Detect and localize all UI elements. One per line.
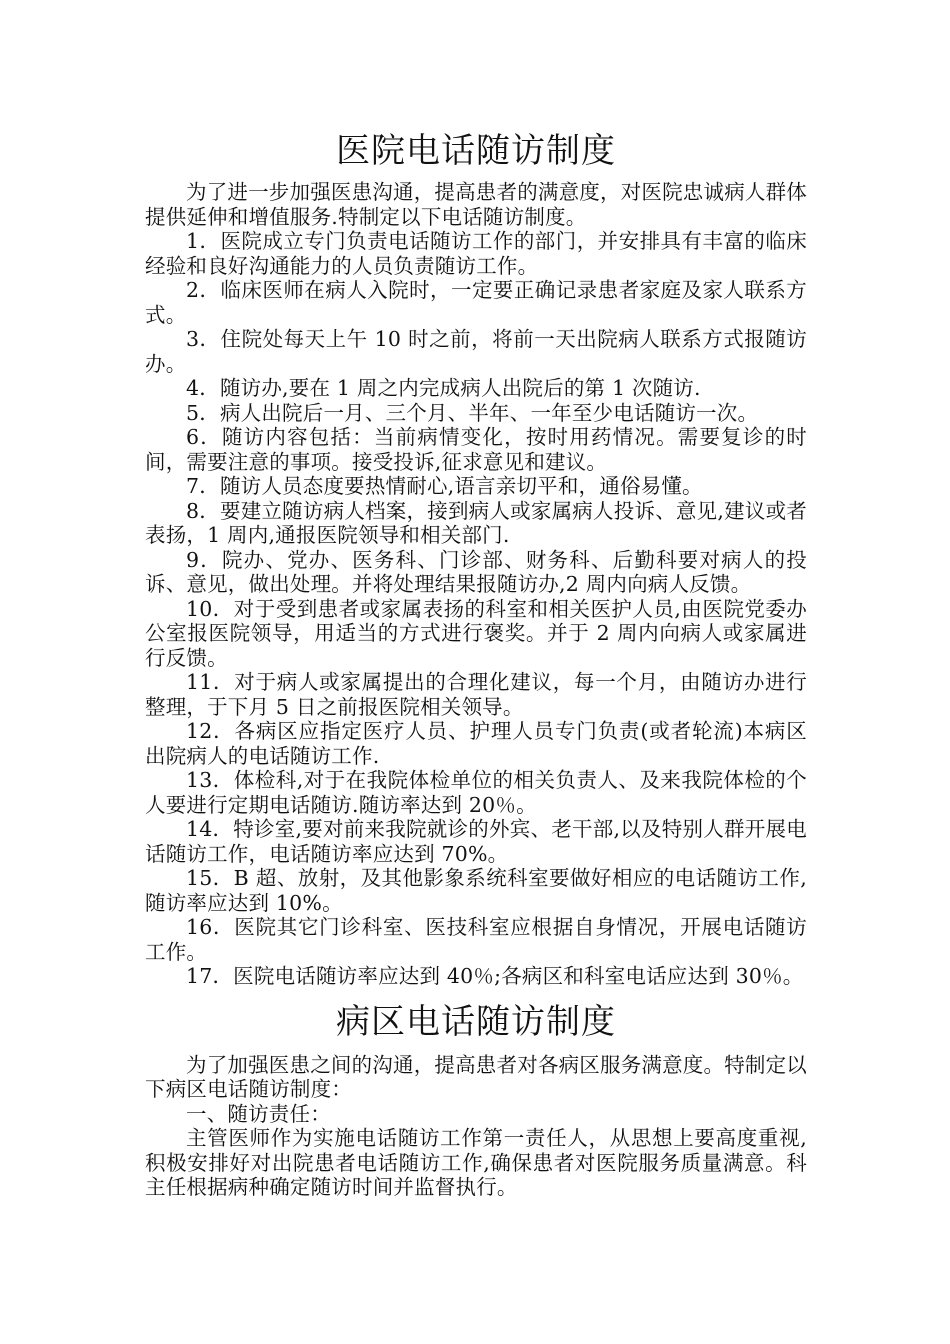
paragraph: 2．临床医师在病人入院时，一定要正确记录患者家庭及家人联系方式。 bbox=[145, 278, 807, 327]
section-2-body bbox=[145, 1053, 807, 1200]
paragraph: 7．随访人员态度要热情耐心,语言亲切平和，通俗易懂。 bbox=[186, 474, 703, 498]
paragraph: 5．病人出院后一月、三个月、半年、一年至少电话随访一次。 bbox=[186, 400, 759, 425]
paragraph: 主管医师作为实施电话随访工作第一责任人，从思想上要高度重视,积极安排好对出院患者电话随访工作,确保患者对医院服务质量满意。科主任根据病种确定随访时间并监督执行。 bbox=[145, 1126, 807, 1199]
paragraph: 4．随访办,要在 1 周之内完成病人出院后的第 1 次随访. bbox=[186, 376, 701, 400]
document-title: 医院电话随访制度 bbox=[336, 131, 616, 171]
paragraph: 3．住院处每天上午 10 时之前，将前一天出院病人联系方式报随访办。 bbox=[145, 327, 807, 376]
paragraph: 9．院办、党办、医务科、门诊部、财务科、后勤科要对病人的投诉、意见，做出处理。并将处理结果报随访办,2 周内向病人反馈。 bbox=[145, 547, 807, 596]
paragraph: 6．随访内容包括：当前病情变化，按时用药情况。需要复诊的时间，需要注意的事项。接受投诉,征求意见和建议。 bbox=[145, 425, 807, 474]
paragraph: 11．对于病人或家属提出的合理化建议，每一个月，由随访办进行整理，于下月 5 日之前报医院相关领导。 bbox=[145, 670, 807, 719]
paragraph: 一、随访责任： bbox=[186, 1101, 331, 1126]
paragraph: 15．B 超、放射，及其他影象系统科室要做好相应的电话随访工作,随访率应达到 10%。 bbox=[145, 866, 807, 915]
paragraph: 10．对于受到患者或家属表扬的科室和相关医护人员,由医院党委办公室报医院领导，用适当的方式进行褒奖。并于 2 周内向病人或家属进行反馈。 bbox=[145, 596, 807, 670]
paragraph: 13．体检科,对于在我院体检单位的相关负责人、及来我院体检的个人要进行定期电话随访.随访率达到 20％。 bbox=[145, 768, 807, 817]
paragraph: 12．各病区应指定医疗人员、护理人员专门负责(或者轮流)本病区出院病人的电话随访工作. bbox=[145, 719, 807, 768]
paragraph: 为了进一步加强医患沟通，提高患者的满意度，对医院忠诚病人群体提供延伸和增值服务.特制定以下电话随访制度。 bbox=[145, 180, 807, 229]
section-title: 病区电话随访制度 bbox=[336, 1001, 616, 1042]
paragraph: 17．医院电话随访率应达到 40％;各病区和科室电话应达到 30％。 bbox=[186, 964, 804, 988]
paragraph: 8．要建立随访病人档案，接到病人或家属病人投诉、意见,建议或者表扬，1 周内,通报医院领导和相关部门. bbox=[145, 498, 807, 547]
document-page bbox=[145, 128, 807, 1200]
paragraph: 14．特诊室,要对前来我院就诊的外宾、老干部,以及特别人群开展电话随访工作，电话随访率应达到 70%。 bbox=[145, 817, 807, 866]
paragraph: 1．医院成立专门负责电话随访工作的部门，并安排具有丰富的临床经验和良好沟通能力的人员负责随访工作。 bbox=[145, 229, 807, 278]
paragraph: 为了加强医患之间的沟通，提高患者对各病区服务满意度。特制定以下病区电话随访制度： bbox=[145, 1052, 807, 1101]
paragraph: 16．医院其它门诊科室、医技科室应根据自身情况，开展电话随访工作。 bbox=[145, 915, 807, 964]
section-1-body bbox=[145, 180, 807, 989]
